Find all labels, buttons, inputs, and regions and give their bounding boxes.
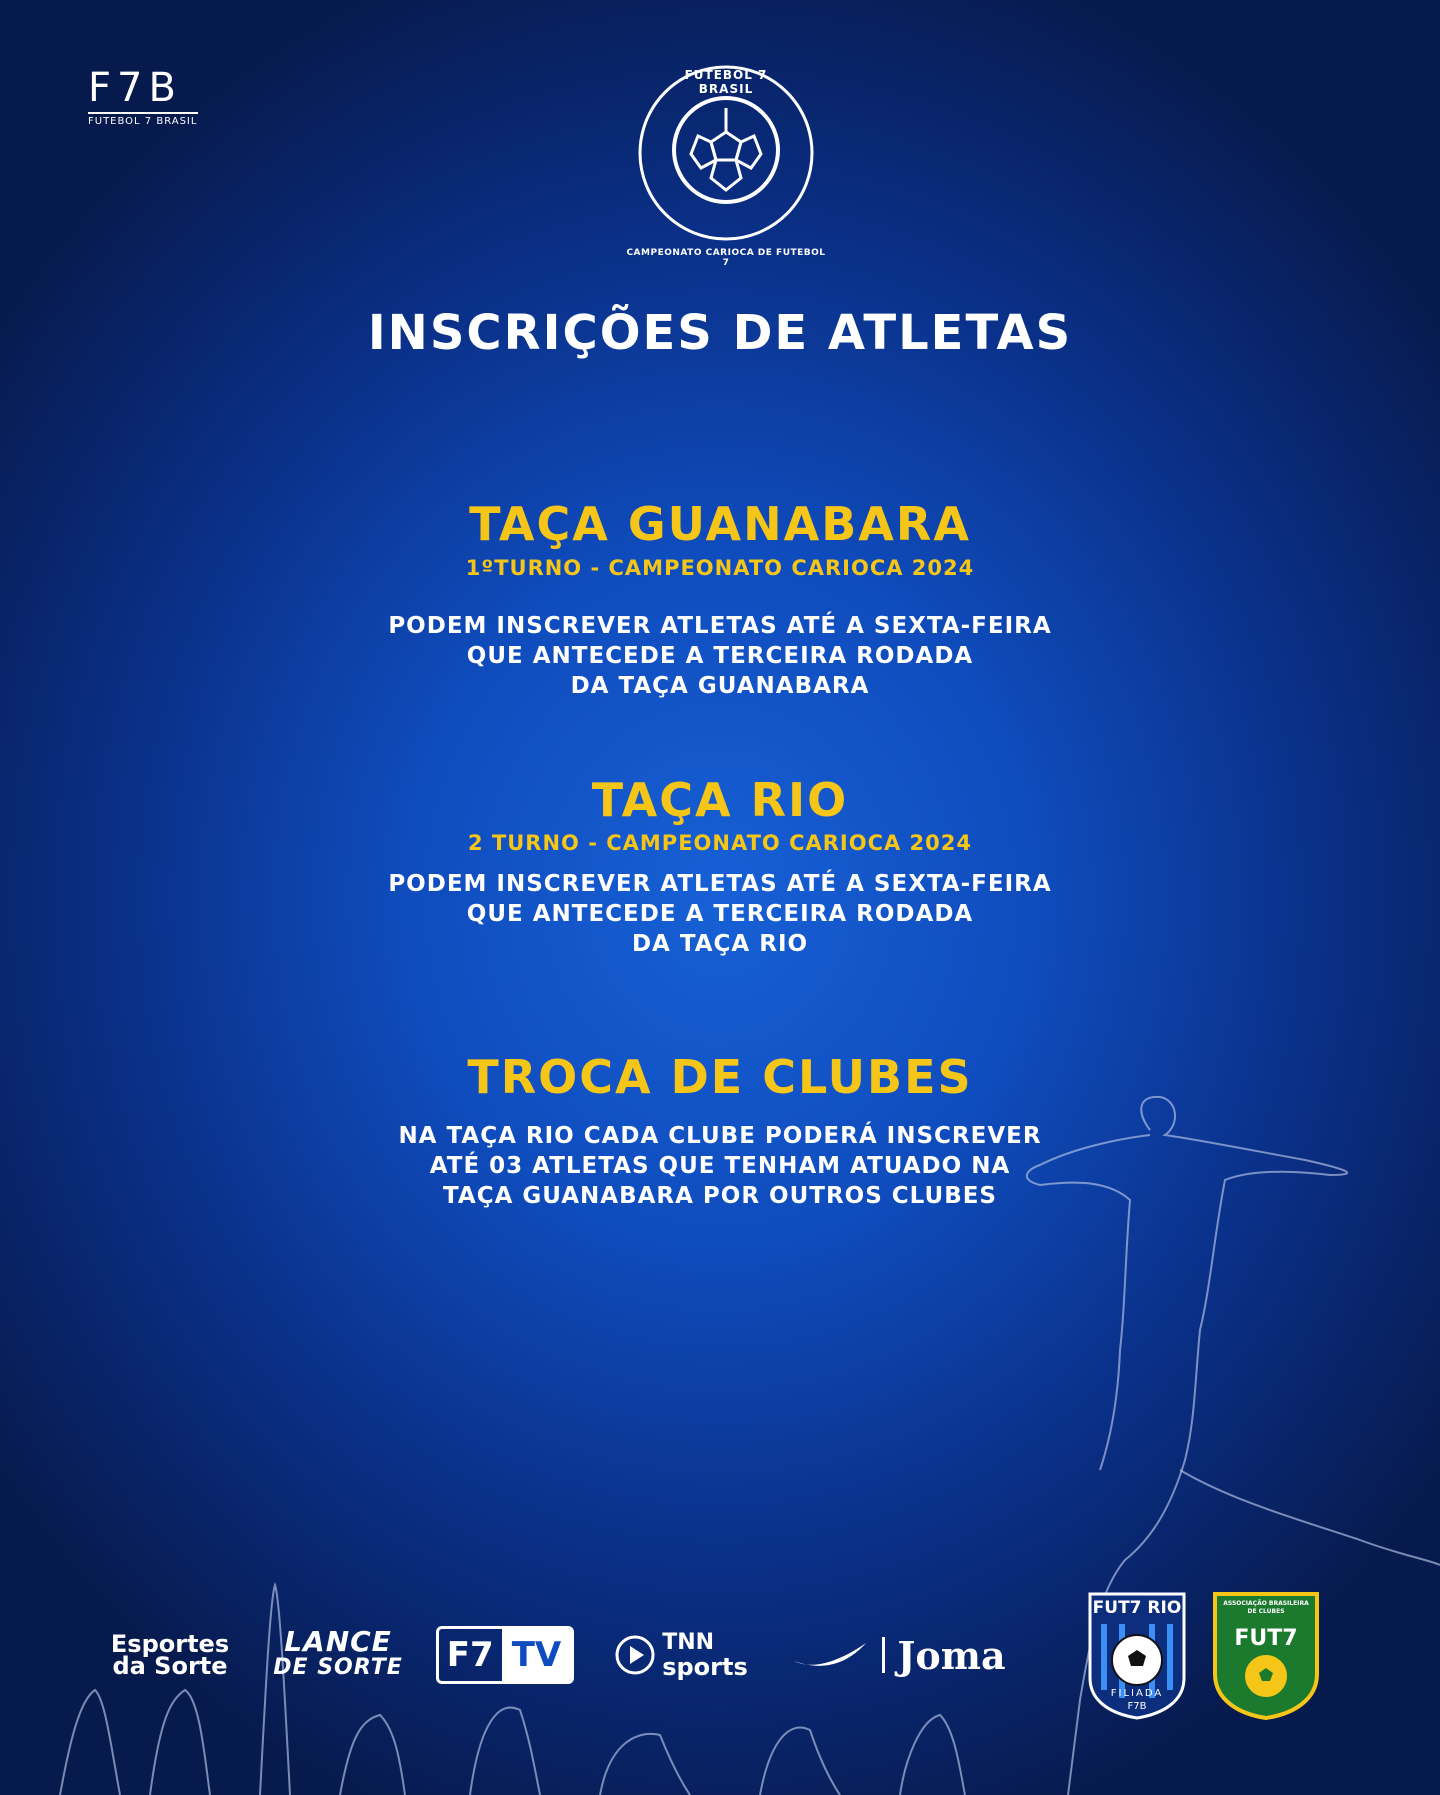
section-subtitle-taca-rio: 2 TURNO - CAMPEONATO CARIOCA 2024	[468, 831, 972, 855]
fut7-rio-line1: FILIADA	[1110, 1688, 1164, 1699]
emblem-bottom-text: CAMPEONATO CARIOCA DE FUTEBOL 7	[626, 248, 826, 268]
page-title: INSCRIÇÕES DE ATLETAS	[367, 305, 1073, 361]
section-subtitle-taca-guanabara: 1ºTURNO - CAMPEONATO CARIOCA 2024	[465, 556, 975, 580]
esportes-line2: da Sorte	[112, 1652, 228, 1680]
section-text-line: ATÉ 03 ATLETAS QUE TENHAM ATUADO NA	[429, 1153, 1011, 1179]
soccer-ball-icon	[691, 108, 761, 190]
fut7-rio-line2: F7B	[1127, 1701, 1147, 1712]
section-title-taca-guanabara: TAÇA GUANABARA	[469, 497, 971, 551]
esportes-line1: Esportes	[110, 1630, 230, 1658]
section-title-taca-rio: TAÇA RIO	[591, 773, 849, 827]
f7b-logo-text: FUTEBOL 7 BRASIL	[88, 112, 198, 127]
f7b-logo-mark: F7B	[88, 65, 182, 111]
lance-line1: LANCE	[284, 1625, 392, 1658]
emblem-top-text: FUTEBOL 7 BRASIL	[684, 68, 768, 96]
f7tv-logo	[433, 1620, 577, 1690]
section-text-line: NA TAÇA RIO CADA CLUBE PODERÁ INSCREVER	[398, 1123, 1042, 1149]
section-text-line: PODEM INSCREVER ATLETAS ATÉ A SEXTA-FEIRA	[388, 613, 1052, 639]
joma-text: Joma	[897, 1632, 1006, 1678]
section-text-line: PODEM INSCREVER ATLETAS ATÉ A SEXTA-FEIRA	[388, 871, 1052, 897]
section-text-line: DA TAÇA GUANABARA	[570, 673, 870, 699]
play-circle-icon	[614, 1634, 656, 1676]
abc-top-text: ASSOCIAÇÃO BRASILEIRA DE CLUBES	[1223, 1600, 1309, 1615]
section-text-line: QUE ANTECEDE A TERCEIRA RODADA	[466, 643, 974, 669]
esportes-da-sorte-logo	[105, 1620, 235, 1690]
tnn-line1: TNN	[662, 1630, 715, 1655]
joma-swoosh-icon	[790, 1635, 870, 1675]
campeonato-emblem	[626, 62, 826, 268]
abc-title: FUT7	[1234, 1626, 1298, 1651]
f7tv-left: F7	[446, 1635, 494, 1675]
joma-logo	[783, 1620, 1013, 1690]
f7tv-right: TV	[502, 1629, 572, 1681]
section-text-line: TAÇA GUANABARA POR OUTROS CLUBES	[442, 1183, 997, 1209]
f7b-logo	[88, 65, 200, 127]
tnn-sports-logo	[607, 1620, 755, 1690]
joma-divider	[882, 1637, 885, 1673]
abc-fut7-badge	[1211, 1590, 1321, 1720]
tnn-line2: sports	[662, 1653, 748, 1681]
fut7-rio-badge	[1084, 1590, 1190, 1720]
section-title-troca-de-clubes: TROCA DE CLUBES	[467, 1050, 973, 1104]
fut7-rio-title: FUT7 RIO	[1092, 1598, 1182, 1618]
lance-de-sorte-logo	[262, 1620, 414, 1690]
section-text-line: DA TAÇA RIO	[631, 931, 809, 957]
lance-line2: DE SORTE	[273, 1655, 403, 1680]
section-text-line: QUE ANTECEDE A TERCEIRA RODADA	[466, 901, 974, 927]
